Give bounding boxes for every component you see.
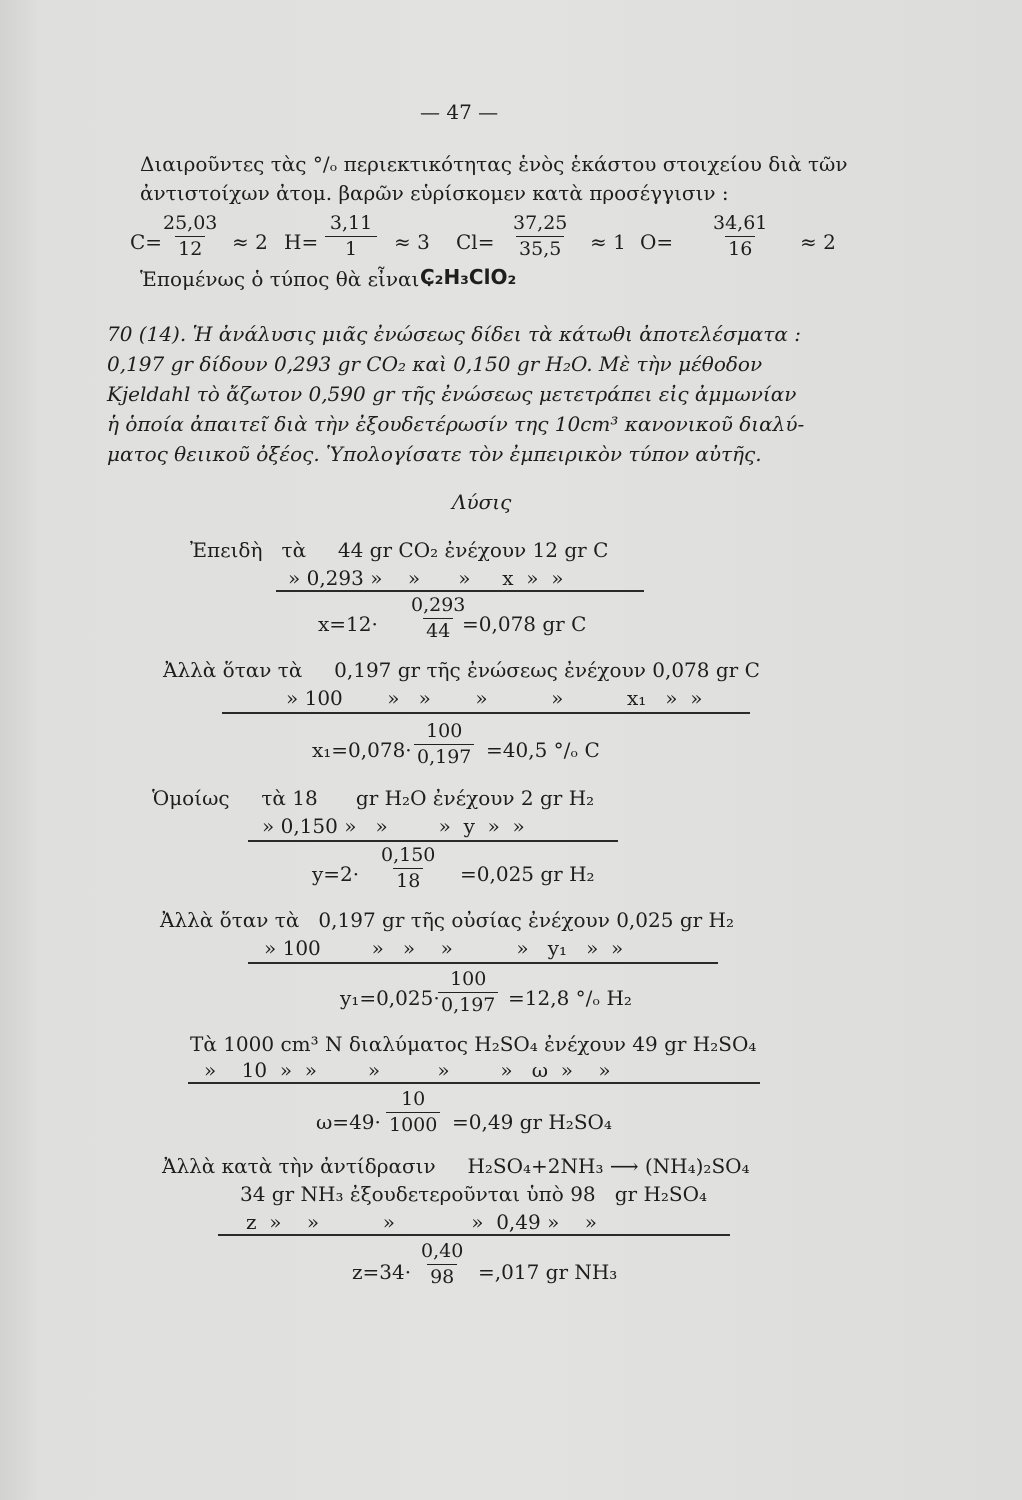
problem-line-2: 0,197 gr δίδουν 0,293 gr CO₂ καὶ 0,150 gr H₂O. Μὲ τὴν μέθοδον bbox=[107, 352, 763, 376]
step4-eq-left: y₁=0,025· bbox=[340, 986, 440, 1010]
step3-rule bbox=[248, 840, 618, 842]
ratio-o-fraction bbox=[710, 214, 770, 259]
step5-numerator: 10 bbox=[401, 1088, 426, 1110]
step2-fraction bbox=[414, 722, 474, 767]
step1-numerator: 0,293 bbox=[411, 594, 466, 616]
step3-line-b: » 0,150 » » » y » » bbox=[262, 814, 525, 838]
step2-eq-right: =40,5 °/ₒ C bbox=[486, 738, 600, 762]
step6-rule bbox=[218, 1234, 730, 1236]
step6-fraction bbox=[418, 1242, 466, 1287]
ratio-o-result: ≈ 2 bbox=[800, 230, 836, 254]
step2-line-b: » 100 » » » » x₁ » » bbox=[286, 686, 703, 710]
step1-rule bbox=[276, 590, 644, 592]
problem-line-4: ἡ ὁποία ἀπαιτεῖ διὰ τὴν ἐξουδετέρωσίν της 10cm³ κανονικοῦ διαλύ- bbox=[107, 412, 805, 436]
step5-line-a: Τὰ 1000 cm³ N διαλύματος H₂SO₄ ἐνέχουν 49 gr H₂SO₄ bbox=[190, 1032, 757, 1056]
step4-fraction bbox=[438, 970, 498, 1015]
formula-line-text: Ἑπομένως ὁ τύπος θὰ εἶναι : bbox=[140, 267, 433, 291]
step6-line-a: Ἀλλὰ κατὰ τὴν ἀντίδρασιν H₂SO₄+2NH₃ ⟶ (NH₄)₂SO₄ bbox=[162, 1154, 750, 1178]
ratio-o-numerator: 34,61 bbox=[713, 212, 768, 234]
step5-line-b: » 10 » » » » » ω » » bbox=[204, 1058, 611, 1082]
step4-numerator: 100 bbox=[450, 968, 487, 990]
step5-fraction bbox=[386, 1090, 440, 1135]
step1-denominator: 44 bbox=[423, 618, 453, 641]
page-number: — 47 — bbox=[420, 100, 499, 124]
step4-rule bbox=[248, 962, 718, 964]
step2-line-a: Ἀλλὰ ὅταν τὰ 0,197 gr τῆς ἐνώσεως ἐνέχουν 0,078 gr C bbox=[163, 658, 760, 682]
ratio-cl-denominator: 35,5 bbox=[516, 236, 564, 259]
ratio-c-label: C= bbox=[130, 230, 163, 254]
step2-denominator: 0,197 bbox=[414, 744, 474, 767]
step3-denominator: 18 bbox=[393, 868, 423, 891]
intro-line-2: ἀντιστοίχων ἀτομ. βαρῶν εὑρίσκομεν κατὰ προσέγγισιν : bbox=[140, 181, 729, 205]
ratio-o-label: O= bbox=[640, 230, 674, 254]
step4-line-b: » 100 » » » » y₁ » » bbox=[264, 936, 624, 960]
step6-denominator: 98 bbox=[427, 1264, 457, 1287]
step6-numerator: 0,40 bbox=[421, 1240, 464, 1262]
step5-rule bbox=[188, 1082, 760, 1084]
solution-title: Λύσις bbox=[452, 490, 512, 514]
step1-line-a: Ἐπειδὴ τὰ 44 gr CO₂ ἐνέχουν 12 gr C bbox=[190, 538, 609, 562]
empirical-formula: C₂H₃ClO₂ bbox=[420, 265, 517, 289]
ratio-cl-numerator: 37,25 bbox=[513, 212, 568, 234]
ratio-h-fraction bbox=[325, 214, 377, 259]
step4-eq-right: =12,8 °/ₒ H₂ bbox=[508, 986, 632, 1010]
step1-line-b: » 0,293 » » » x » » bbox=[288, 566, 564, 590]
ratio-h-result: ≈ 3 bbox=[394, 230, 430, 254]
step6-eq-right: =,017 gr NH₃ bbox=[478, 1260, 618, 1284]
intro-line-1: Διαιροῦντες τὰς °/ₒ περιεκτικότητας ἑνὸς ἑκάστου στοιχείου διὰ τῶν bbox=[140, 152, 848, 176]
step4-denominator: 0,197 bbox=[438, 992, 498, 1015]
ratio-cl-fraction bbox=[510, 214, 570, 259]
step2-eq-left: x₁=0,078· bbox=[312, 738, 412, 762]
step3-eq-right: =0,025 gr H₂ bbox=[460, 862, 595, 886]
ratio-o-denominator: 16 bbox=[725, 236, 755, 259]
step2-numerator: 100 bbox=[426, 720, 463, 742]
ratio-c-denominator: 12 bbox=[175, 236, 205, 259]
ratio-cl-label: Cl= bbox=[456, 230, 495, 254]
step2-rule bbox=[222, 712, 750, 714]
problem-line-3: Kjeldahl τὸ ἄζωτον 0,590 gr τῆς ἐνώσεως μετετράπει εἰς ἀμμωνίαν bbox=[107, 382, 797, 406]
step1-fraction bbox=[408, 596, 468, 641]
step3-eq-left: y=2· bbox=[312, 862, 360, 886]
ratio-h-denominator: 1 bbox=[325, 236, 377, 259]
problem-line-1: 70 (14). Ἡ ἀνάλυσις μιᾶς ἐνώσεως δίδει τὰ κάτωθι ἀποτελέσματα : bbox=[107, 322, 801, 346]
step3-line-a: Ὁμοίως τὰ 18 gr H₂O ἐνέχουν 2 gr H₂ bbox=[152, 786, 595, 810]
step5-eq-left: ω=49· bbox=[316, 1110, 381, 1134]
ratio-c-result: ≈ 2 bbox=[232, 230, 268, 254]
ratio-c-numerator: 25,03 bbox=[163, 212, 218, 234]
ratio-cl-result: ≈ 1 bbox=[590, 230, 626, 254]
step4-line-a: Ἀλλὰ ὅταν τὰ 0,197 gr τῆς οὐσίας ἐνέχουν 0,025 gr H₂ bbox=[160, 908, 735, 932]
step3-numerator: 0,150 bbox=[381, 844, 436, 866]
ratio-h-numerator: 3,11 bbox=[329, 212, 373, 234]
step3-fraction bbox=[378, 846, 438, 891]
step6-line-c: z » » » » 0,49 » » bbox=[246, 1210, 597, 1234]
step1-eq-left: x=12· bbox=[318, 612, 378, 636]
problem-line-5: ματος θειικοῦ ὀξέος. Ὑπολογίσατε τὸν ἐμπειρικὸν τύπον αὐτῆς. bbox=[107, 442, 762, 466]
step6-eq-left: z=34· bbox=[352, 1260, 412, 1284]
ratio-h-label: H= bbox=[284, 230, 319, 254]
step5-eq-right: =0,49 gr H₂SO₄ bbox=[452, 1110, 612, 1134]
step6-line-b: 34 gr NH₃ ἐξουδετεροῦνται ὑπὸ 98 gr H₂SO₄ bbox=[240, 1182, 708, 1206]
ratio-c-fraction bbox=[160, 214, 220, 259]
step5-denominator: 1000 bbox=[386, 1112, 440, 1135]
step1-eq-right: =0,078 gr C bbox=[462, 612, 587, 636]
